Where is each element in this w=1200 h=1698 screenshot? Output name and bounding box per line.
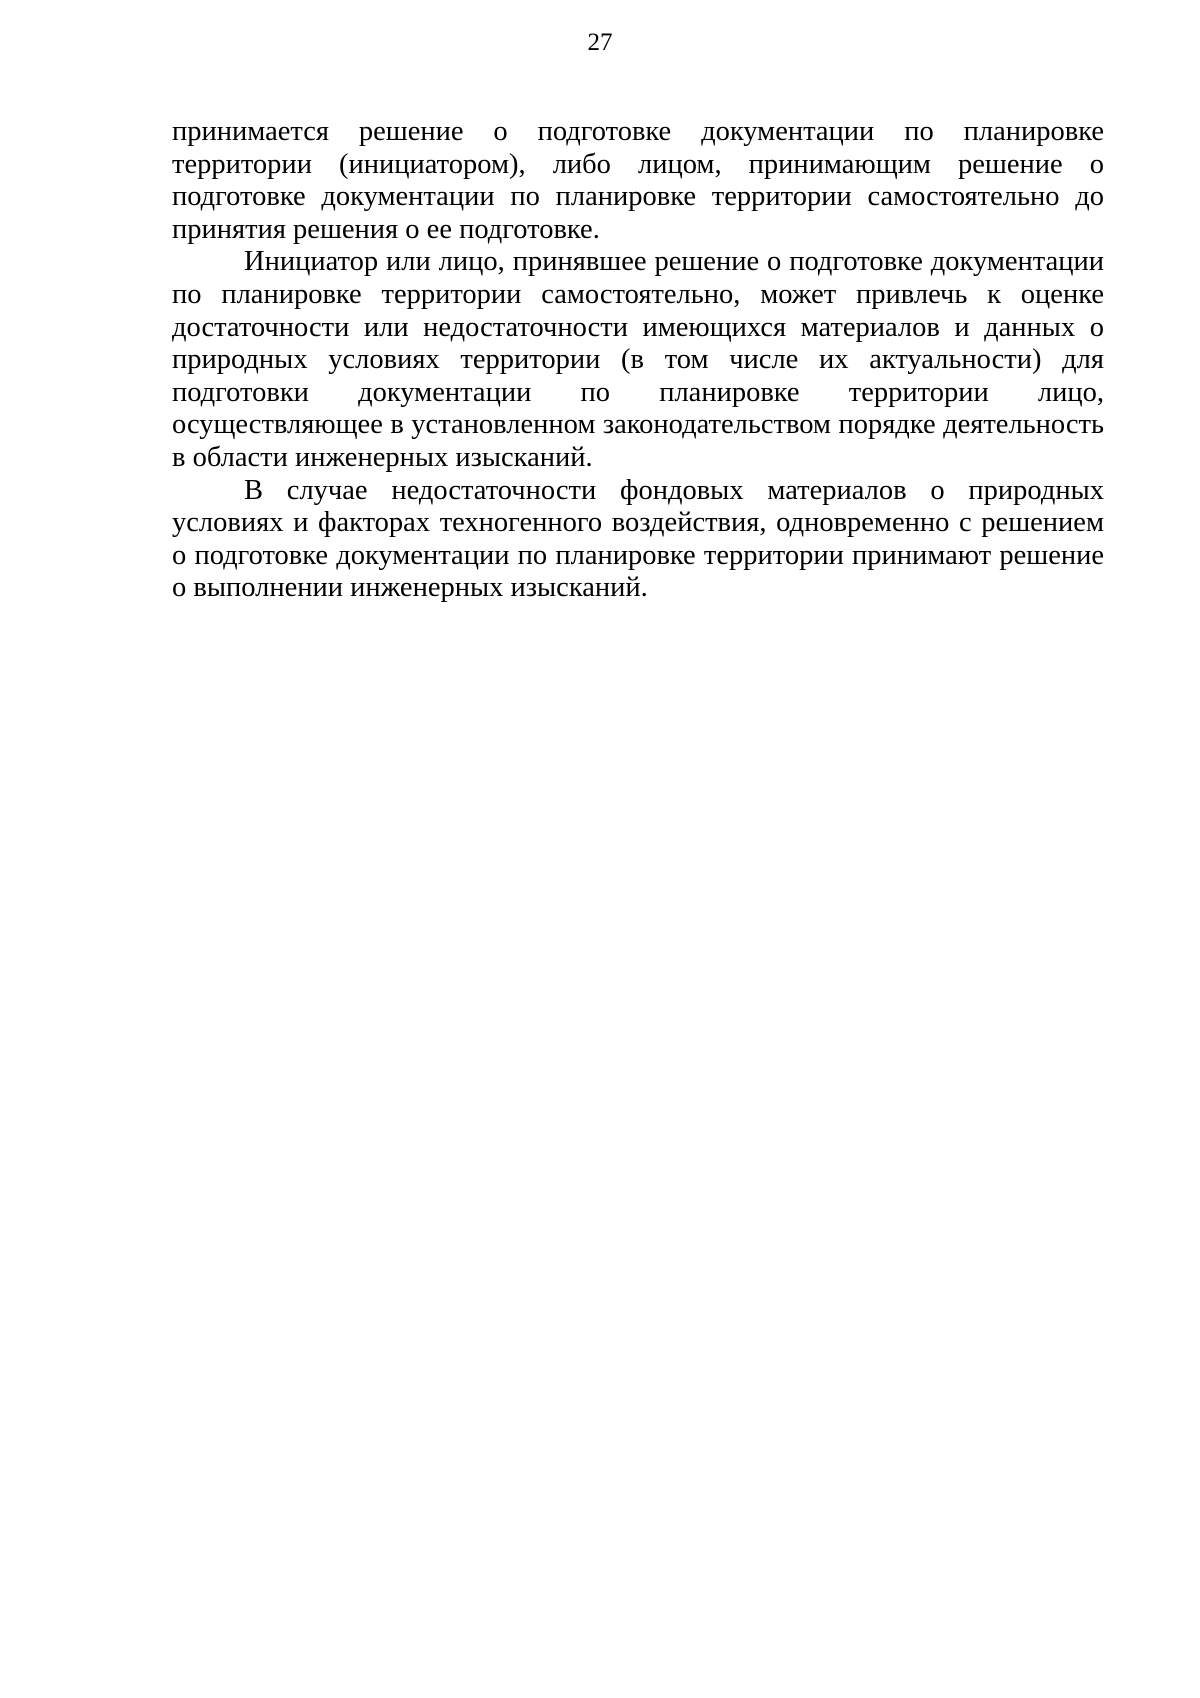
document-body — [172, 116, 1104, 605]
paragraph-initiator: Инициатор или лицо, принявшее решение о подготовке документации по планировке территории самостоятельно, может привлечь к оценке достаточности или недостаточности имеющихся материалов и данных о природных условиях территории (в том числе их актуальности) для подготовки документации по планировке территории лицо, осуществляющее в установленном законодательством порядке деятельность в области инженерных изысканий. — [172, 246, 1104, 473]
paragraph-continuation: принимается решение о подготовке документации по планировке территории (инициатором), либо лицом, принимающим решение о подготовке документации по планировке территории самостоятельно до принятия решения о ее подготовке. — [172, 116, 1104, 245]
paragraph-insufficiency: В случае недостаточности фондовых материалов о природных условиях и факторах техногенного воздействия, одновременно с решением о подготовке документации по планировке территории принимают решение о выполнении инженерных изысканий. — [172, 474, 1104, 604]
page-number: 27 — [587, 29, 613, 56]
